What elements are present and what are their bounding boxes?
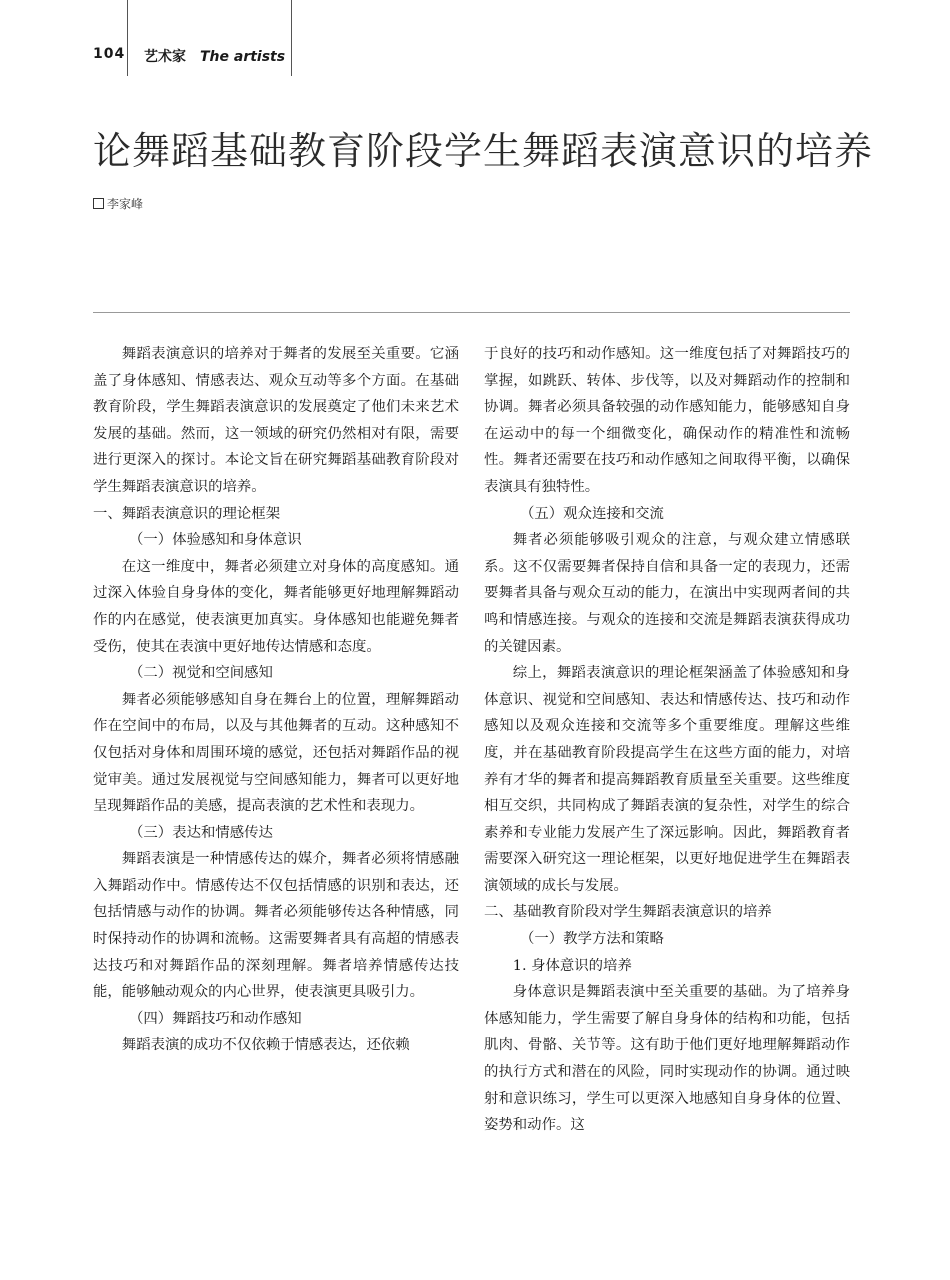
author-box-icon: [93, 198, 104, 209]
journal-name-en: The artists: [200, 49, 286, 65]
header-rule-right: [291, 0, 292, 76]
subsection-heading-2-1: （一）教学方法和策略: [520, 931, 664, 948]
journal-name: [144, 46, 285, 66]
right-column: [484, 341, 850, 1139]
body-paragraph: 身体意识是舞蹈表演中至关重要的基础。为了培养身体感知能力，学生需要了解自身身体的结构和功能，包括肌肉、骨骼、关节等。这有助于他们更好地理解舞蹈动作的执行方式和潜在的风险，同时实现动作的协调。通过映射和意识练习，学生可以更深入地感知自身身体的位置、姿势和动作。这: [484, 984, 850, 1134]
page-number: 104: [93, 46, 126, 62]
author-name: 李家峰: [107, 197, 144, 211]
journal-name-cn: 艺术家: [144, 49, 186, 65]
subsection-heading-1-4: （四）舞蹈技巧和动作感知: [129, 1010, 302, 1027]
body-paragraph: 舞蹈表演是一种情感传达的媒介，舞者必须将情感融入舞蹈动作中。情感传达不仅包括情感的识别和表达，还包括情感与动作的协调。舞者必须能够传达各种情感，同时保持动作的协调和流畅。这需要舞者具有高超的情感表达技巧和对舞蹈作品的深刻理解。舞者培养情感传达技能，能够触动观众的内心世界，使表演更具吸引力。: [93, 851, 459, 1001]
body-paragraph-continued: 于良好的技巧和动作感知。这一维度包括了对舞蹈技巧的掌握，如跳跃、转体、步伐等，以及对舞蹈动作的控制和协调。舞者必须具备较强的动作感知能力，能够感知自身在运动中的每一个细微变化，确保动作的精准性和流畅性。舞者还需要在技巧和动作感知之间取得平衡，以确保表演具有独特性。: [484, 346, 850, 495]
subsection-heading-1-1: （一）体验感知和身体意识: [129, 532, 302, 549]
sub-subsection-heading-2-1-1: 1. 身体意识的培养: [512, 957, 632, 974]
body-paragraph: 舞者必须能够吸引观众的注意，与观众建立情感联系。这不仅需要舞者保持自信和具备一定的表现力，还需要舞者具备与观众互动的能力，在演出中实现两者间的共鸣和情感连接。与观众的连接和交流是舞蹈表演获得成功的关键因素。: [484, 532, 850, 655]
intro-paragraph: 舞蹈表演意识的培养对于舞者的发展至关重要。它涵盖了身体感知、情感表达、观众互动等多个方面。在基础教育阶段，学生舞蹈表演意识的发展奠定了他们未来艺术发展的基础。然而，这一领域的研究仍然相对有限，需要进行更深入的探讨。本论文旨在研究舞蹈基础教育阶段对学生舞蹈表演意识的培养。: [93, 346, 459, 495]
body-paragraph: 舞蹈表演的成功不仅依赖于情感表达，还依赖: [121, 1037, 410, 1054]
summary-paragraph: 综上，舞蹈表演意识的理论框架涵盖了体验感知和身体意识、视觉和空间感知、表达和情感传达、技巧和动作感知以及观众连接和交流等多个重要维度。理解这些维度，并在基础教育阶段提高学生在这些方面的能力，对培养有才华的舞者和提高舞蹈教育质量至关重要。这些维度相互交织，共同构成了舞蹈表演的复杂性，对学生的综合素养和专业能力发展产生了深远影响。因此，舞蹈教育者需要深入研究这一理论框架，以更好地促进学生在舞蹈表演领域的成长与发展。: [484, 665, 850, 894]
body-paragraph: 舞者必须能够感知自身在舞台上的位置，理解舞蹈动作在空间中的布局，以及与其他舞者的互动。这种感知不仅包括对身体和周围环境的感觉，还包括对舞蹈作品的视觉审美。通过发展视觉与空间感知能力，舞者可以更好地呈现舞蹈作品的美感，提高表演的艺术性和表现力。: [93, 691, 459, 815]
left-column: [93, 341, 459, 1059]
article-title: 论舞蹈基础教育阶段学生舞蹈表演意识的培养: [93, 129, 874, 173]
section-heading-1: 一、舞蹈表演意识的理论框架: [93, 505, 281, 522]
author-line: [93, 195, 143, 212]
title-divider: [93, 312, 850, 313]
section-heading-2: 二、基础教育阶段对学生舞蹈表演意识的培养: [484, 904, 772, 921]
subsection-heading-1-5: （五）观众连接和交流: [520, 505, 664, 522]
header-rule-left: [127, 0, 128, 76]
subsection-heading-1-2: （二）视觉和空间感知: [129, 665, 273, 682]
subsection-heading-1-3: （三）表达和情感传达: [129, 824, 273, 841]
body-paragraph: 在这一维度中，舞者必须建立对身体的高度感知。通过深入体验自身身体的变化，舞者能够更好地理解舞蹈动作的内在感觉，使表演更加真实。身体感知也能避免舞者受伤，使其在表演中更好地传达情感和态度。: [93, 558, 459, 655]
